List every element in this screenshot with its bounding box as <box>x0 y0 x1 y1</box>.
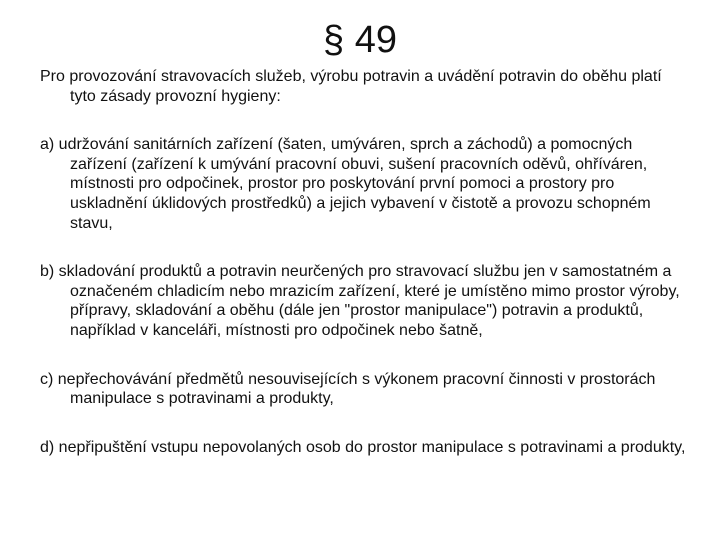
item-a: a) udržování sanitárních zařízení (šaten, umýváren, sprch a záchodů) a pomocných zařízení (zařízení k umývání pracovní obuvi, sušení pracovních oděvů, ohříváren, místnosti pro odpočinek, prostor pro poskytování první pomoci a prostory pro uskladnění úklidových prostředků) a jejich vybavení v čistotě a provozu schopném stavu, <box>40 136 651 232</box>
item-b: b) skladování produktů a potravin neurčených pro stravovací službu jen v samostatném a označeném chladicím nebo mrazicím zařízení, které je umístěno mimo prostor výroby, přípravy, skladování a oběhu (dále jen "prostor manipulace") potravin a produktů, například v kanceláři, místnosti pro odpočinek nebo šatně, <box>40 263 680 339</box>
item-c: c) nepřechovávání předmětů nesouvisejících s výkonem pracovní činnosti v prostorách manipulace s potravinami a produkty, <box>40 370 656 408</box>
item-d: d) nepřipuštění vstupu nepovolaných osob do prostor manipulace s potravinami a produkty, <box>40 438 686 456</box>
slide-content <box>40 67 690 457</box>
slide-title: § 49 <box>323 19 397 61</box>
intro-paragraph: Pro provozování stravovacích služeb, výrobu potravin a uvádění potravin do oběhu platí tyto zásady provozní hygieny: <box>40 68 662 105</box>
